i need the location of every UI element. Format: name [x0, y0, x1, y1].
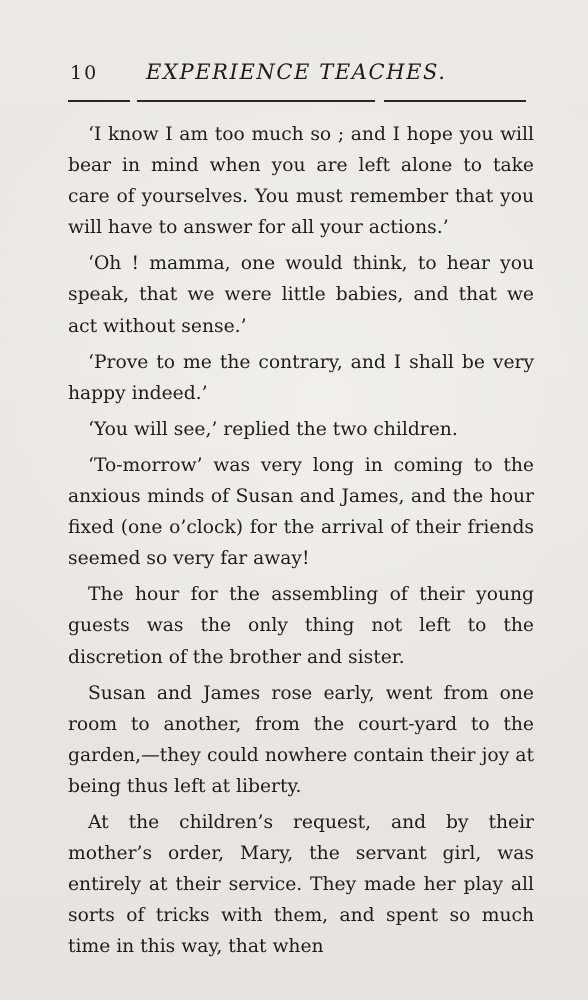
paragraph-6: The hour for the assembling of their young guests was the only thing not left to the discretion of the brother and sister.	[68, 584, 534, 668]
paragraph-3: ‘Prove to me the contrary, and I shall be very happy indeed.’	[68, 351, 534, 404]
paragraph-1: ‘I know I am too much so ; and I hope you will bear in mind when you are left alone to take care of yourselves. You must remember that you will have to answer for all your actions.’	[68, 124, 534, 239]
page-header	[66, 58, 536, 98]
paragraph-4: ‘You will see,’ replied the two children.	[88, 418, 458, 440]
header-rule-right	[384, 100, 526, 102]
page-number: 10	[70, 62, 99, 84]
paragraph-2: ‘Oh ! mamma, one would think, to hear you speak, that we were little babies, and that we act without sense.’	[68, 253, 534, 337]
paragraph-5: ‘To-morrow’ was very long in coming to the anxious minds of Susan and James, and the hour fixed (one o’clock) for the arrival of their friends seemed so very far away!	[68, 454, 534, 570]
header-rule-center	[137, 100, 375, 102]
header-rule-left	[68, 100, 130, 102]
paragraph-8: At the children’s request, and by their mother’s order, Mary, the servant girl, was entirely at their service. They made her play all sorts of tricks with them, and spent so much time in this way, that when	[68, 811, 534, 958]
paragraph-7: Susan and James rose early, went from one room to another, from the court-yard to the garden,—they could nowhere contain their joy at being thus left at liberty.	[68, 682, 534, 797]
running-head-title: EXPERIENCE TEACHES.	[146, 60, 447, 84]
body-text	[68, 119, 534, 962]
